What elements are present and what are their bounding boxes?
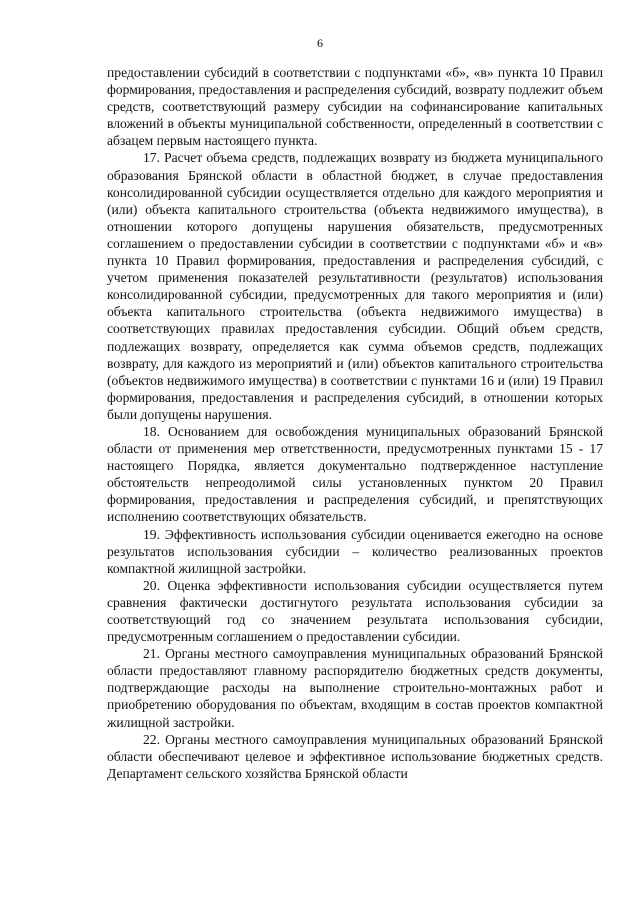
paragraph-22: 22. Органы местного самоуправления муниципальных образований Брянской области обеспечивают целевое и эффективное использование бюджетных средств. Департамент сельского хозяйства Брянской области [107,731,603,781]
paragraph-18: 18. Основанием для освобождения муниципальных образований Брянской области от применения мер ответственности, предусмотренных пунктами 15 - 17 настоящего Порядка, является документально подтвержденное наступление обстоятельств непреодолимой силы установленных пунктом 20 Правил формирования, предоставления и распределения субсидий, и препятствующих исполнению соответствующих обязательств. [107,423,603,525]
document-body [107,64,603,782]
paragraph-21: 21. Органы местного самоуправления муниципальных образований Брянской области предоставляют главному распорядителю бюджетных средств документы, подтверждающие расходы на выполнение строительно-монтажных работ и приобретению оборудования по объектам, входящим в состав проектов компактной жилищной застройки. [107,646,603,730]
page-number: 6 [317,36,323,50]
paragraph-16-continuation: предоставлении субсидий в соответствии с подпунктами «б», «в» пункта 10 Правил формирования, предоставления и распределения субсидий, возврату подлежит объем средств, соответствующий размеру субсидии на софинансирование капитальных вложений в объекты муниципальной собственности, определенный в соответствии с абзацем первым настоящего пункта. [107,65,603,149]
paragraph-19: 19. Эффективность использования субсидии оценивается ежегодно на основе результатов использования субсидии – количество реализованных проектов компактной жилищной застройки. [107,526,603,576]
paragraph-17: 17. Расчет объема средств, подлежащих возврату из бюджета муниципального образования Брянской области в областной бюджет, в случае предоставления консолидированной субсидии осуществляется отдельно для каждого мероприятия и (или) объекта капитального строительства (объекта недвижимого имущества), в отношении которого допущены нарушения обязательств, предусмотренных соглашением о предоставлении субсидии в соответствии с подпунктами «б» и «в» пункта 10 Правил формирования, предоставления и распределения субсидий, с учетом применения показателей результативности (результатов) использования консолидированной субсидии, предусмотренных для такого мероприятия и (или) объекта капитального строительства (объекта недвижимого имущества) в соответствующих правилах предоставления субсидии. Общий объем средств, подлежащих возврату, определяется как сумма объемов средств, подлежащих возврату, для каждого из мероприятий и (или) объектов капитального строительства (объектов недвижимого имущества) в соответствии с пунктами 16 и (или) 19 Правил формирования, предоставления и распределения субсидий, в отношении которых были допущены нарушения. [107,150,603,422]
paragraph-20: 20. Оценка эффективности использования субсидии осуществляется путем сравнения фактически достигнутого результата использования субсидии за соответствующий год со значением результата использования субсидии, предусмотренным соглашением о предоставлении субсидии. [107,577,603,645]
